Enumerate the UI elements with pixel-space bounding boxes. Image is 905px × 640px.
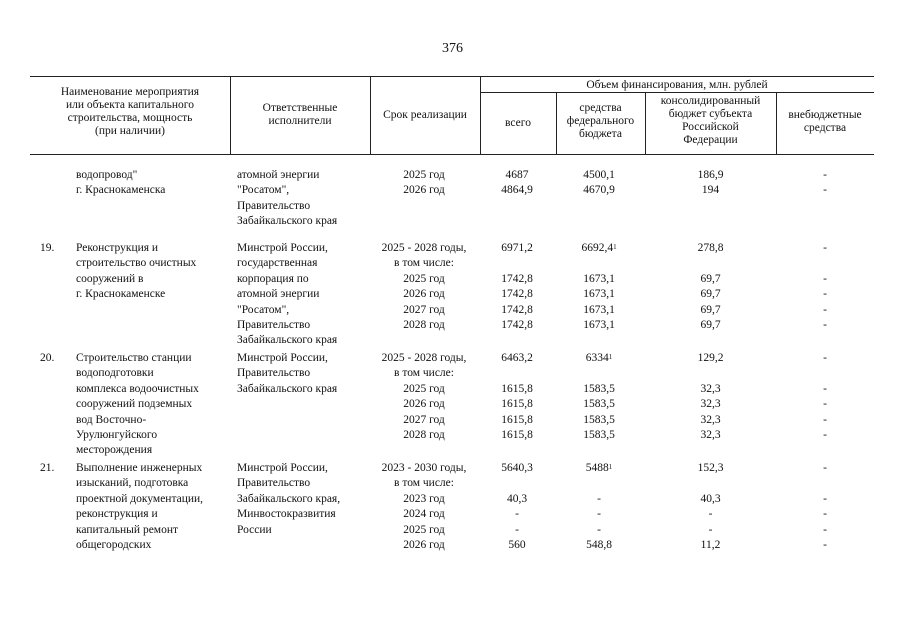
extrabudget-cell: -: [823, 272, 827, 285]
measure-name-line: Реконструкция и: [76, 242, 159, 254]
federal-value: -: [597, 492, 601, 505]
term-cell: в том числе:: [394, 257, 454, 270]
federal-value: 1673,1: [583, 272, 615, 285]
measure-name-line: сооружений в: [76, 272, 144, 285]
federal-value: 1583,5: [583, 413, 615, 426]
header-col-term: Срок реализации: [383, 109, 467, 121]
extrabudget-cell: -: [823, 288, 827, 301]
table-top-rule: [30, 76, 874, 77]
measure-name-line: комплекса водоочистных: [76, 382, 199, 395]
federal-cell: [556, 413, 642, 428]
federal-cell: [556, 351, 642, 366]
header-col-executors: Ответственные исполнители: [262, 102, 338, 127]
total-cell: 1742,8: [501, 303, 533, 316]
footnote-mark: 1: [608, 463, 613, 471]
measure-name-line: общегородских: [76, 539, 152, 551]
executor-line: Правительство: [237, 367, 311, 380]
term-cell: 2028 год: [403, 319, 445, 331]
term-cell: 2027 год: [403, 413, 445, 426]
executor-line: государственная: [237, 257, 318, 270]
total-cell: 4864,9: [501, 184, 533, 197]
extrabudget-cell: -: [823, 492, 827, 505]
executor-line: Минстрой России,: [237, 352, 328, 364]
header-col-name: Наименование мероприятия или объекта капитального строительства, мощность (при наличии): [60, 86, 200, 137]
federal-value: 1673,1: [583, 288, 615, 301]
measure-name-line: Урулюнгуйского: [76, 429, 158, 441]
extrabudget-cell: -: [823, 169, 827, 181]
regional-cell: 69,7: [700, 272, 721, 285]
federal-value: 5488: [585, 462, 609, 474]
total-cell: 1615,8: [501, 382, 533, 395]
header-bottom-rule: [30, 154, 874, 155]
term-cell: 2027 год: [403, 303, 445, 316]
extrabudget-cell: -: [823, 319, 827, 331]
federal-cell: [556, 492, 642, 507]
regional-cell: 129,2: [697, 352, 724, 364]
federal-value: 1583,5: [583, 398, 615, 411]
regional-cell: 69,7: [700, 288, 721, 301]
measure-name-line: месторождения: [76, 444, 153, 457]
extrabudget-cell: -: [823, 242, 827, 254]
federal-cell: [556, 303, 642, 318]
row-number: 20.: [40, 352, 55, 364]
measure-name-line: проектной документации,: [76, 492, 204, 505]
measure-name-line: г. Краснокаменска: [76, 184, 166, 197]
extrabudget-cell: -: [823, 462, 827, 474]
regional-cell: 152,3: [697, 462, 724, 474]
regional-cell: 32,3: [700, 413, 721, 426]
term-cell: 2023 - 2030 годы,: [381, 462, 467, 474]
executor-line: России: [237, 523, 272, 536]
footnote-mark: 1: [608, 353, 613, 361]
total-cell: 1615,8: [501, 429, 533, 441]
term-cell: в том числе:: [394, 367, 454, 380]
regional-cell: 32,3: [700, 382, 721, 395]
federal-value: 1673,1: [583, 319, 615, 331]
federal-value: 4670,9: [583, 184, 615, 197]
row-number: 19.: [40, 242, 55, 254]
regional-cell: -: [708, 508, 713, 521]
measure-name-line: строительство очистных: [76, 257, 197, 270]
extrabudget-cell: -: [823, 523, 827, 536]
federal-cell: [556, 318, 642, 333]
total-cell: 1615,8: [501, 398, 533, 411]
term-cell: 2028 год: [403, 429, 445, 441]
total-cell: 1615,8: [501, 413, 533, 426]
executor-line: Правительство: [237, 319, 311, 331]
federal-cell: [556, 168, 642, 183]
federal-value: 1583,5: [583, 429, 615, 441]
total-cell: 1742,8: [501, 319, 533, 331]
total-cell: 1742,8: [501, 272, 533, 285]
measure-name-line: сооружений подземных: [76, 398, 193, 411]
total-cell: 5640,3: [501, 462, 533, 474]
measure-name-line: реконструкция и: [76, 508, 158, 521]
executor-line: "Росатом",: [237, 303, 290, 316]
federal-value: 4500,1: [583, 169, 615, 181]
term-cell: 2025 - 2028 годы,: [381, 242, 467, 254]
federal-cell: [556, 507, 642, 522]
federal-cell: [556, 523, 642, 538]
extrabudget-cell: -: [823, 398, 827, 411]
term-cell: 2026 год: [403, 539, 445, 551]
federal-cell: [556, 241, 642, 256]
federal-value: 1583,5: [583, 382, 615, 395]
measure-name-line: Строительство станции: [76, 352, 192, 364]
term-cell: 2025 год: [403, 523, 445, 536]
measure-name-line: капитальный ремонт: [76, 523, 179, 536]
header-col-total: всего: [505, 117, 531, 129]
executor-line: Правительство: [237, 199, 311, 212]
federal-value: 1673,1: [583, 303, 615, 316]
total-cell: 6463,2: [501, 352, 533, 364]
total-cell: -: [515, 508, 519, 521]
header-funding-group: Объем финансирования, млн. рублей: [586, 79, 768, 91]
executor-line: Забайкальского края: [237, 382, 338, 395]
executor-line: Минстрой России,: [237, 462, 328, 474]
measure-name-line: водоподготовки: [76, 367, 154, 380]
federal-cell: [556, 382, 642, 397]
executor-line: Минвостокразвития: [237, 508, 336, 521]
executor-line: "Росатом",: [237, 184, 290, 197]
federal-cell: [556, 183, 642, 198]
federal-value: -: [597, 523, 601, 536]
executor-line: Забайкальского края: [237, 215, 338, 228]
term-cell: 2025 год: [403, 382, 445, 395]
measure-name-line: вод Восточно-: [76, 413, 147, 426]
federal-cell: [556, 397, 642, 412]
measure-name-line: изысканий, подготовка: [76, 477, 189, 490]
term-cell: 2025 год: [403, 169, 445, 181]
federal-cell: [556, 272, 642, 287]
extrabudget-cell: -: [823, 303, 827, 316]
page-number: 376: [442, 41, 463, 56]
term-cell: 2026 год: [403, 288, 445, 301]
header-col-federal: средства федерального бюджета: [566, 102, 635, 140]
executor-line: корпорация по: [237, 272, 309, 285]
executor-line: атомной энергии: [237, 169, 320, 181]
regional-cell: 40,3: [700, 492, 721, 505]
extrabudget-cell: -: [823, 382, 827, 395]
federal-cell: [556, 287, 642, 302]
executor-line: Правительство: [237, 477, 311, 490]
extrabudget-cell: -: [823, 429, 827, 441]
federal-value: -: [597, 508, 601, 521]
term-cell: в том числе:: [394, 477, 454, 490]
regional-cell: 69,7: [700, 319, 721, 331]
measure-name-line: водопровод": [76, 169, 138, 181]
federal-value: 6692,4: [581, 242, 614, 254]
funding-subheader-rule: [480, 92, 874, 93]
federal-cell: [556, 428, 642, 443]
regional-cell: 32,3: [700, 429, 721, 441]
executor-line: атомной энергии: [237, 288, 320, 301]
total-cell: 4687: [505, 169, 529, 181]
total-cell: 40,3: [506, 492, 528, 505]
term-cell: 2023 год: [403, 492, 445, 505]
total-cell: 6971,2: [501, 242, 533, 254]
regional-cell: 194: [701, 184, 720, 197]
federal-cell: [556, 461, 642, 476]
extrabudget-cell: -: [823, 413, 827, 426]
federal-cell: [556, 538, 642, 553]
executor-line: Забайкальского края: [237, 334, 338, 347]
federal-value: 6334: [585, 352, 609, 364]
total-cell: 560: [508, 539, 526, 551]
executor-line: Минстрой России,: [237, 242, 328, 254]
measure-name-line: Выполнение инженерных: [76, 462, 203, 474]
term-cell: 2025 год: [403, 272, 445, 285]
term-cell: 2024 год: [403, 508, 445, 521]
measure-name-line: г. Краснокаменске: [76, 288, 166, 301]
regional-cell: 278,8: [697, 242, 724, 254]
regional-cell: 69,7: [700, 303, 721, 316]
executor-line: Забайкальского края,: [237, 492, 341, 505]
extrabudget-cell: -: [823, 539, 827, 551]
term-cell: 2026 год: [403, 184, 445, 197]
extrabudget-cell: -: [823, 184, 827, 197]
regional-cell: 11,2: [700, 539, 721, 551]
row-number: 21.: [40, 462, 55, 474]
header-col-extrabudget: внебюджетные средства: [788, 109, 862, 134]
term-cell: 2026 год: [403, 398, 445, 411]
header-col-regional: консолидированный бюджет субъекта Российской Федерации: [660, 95, 761, 146]
footnote-mark: 1: [613, 243, 617, 251]
federal-value: 548,8: [586, 539, 612, 551]
total-cell: -: [515, 523, 519, 536]
total-cell: 1742,8: [501, 288, 533, 301]
term-cell: 2025 - 2028 годы,: [381, 352, 467, 364]
extrabudget-cell: -: [823, 508, 827, 521]
regional-cell: -: [708, 523, 713, 536]
extrabudget-cell: -: [823, 352, 827, 364]
regional-cell: 186,9: [697, 169, 724, 181]
regional-cell: 32,3: [700, 398, 721, 411]
